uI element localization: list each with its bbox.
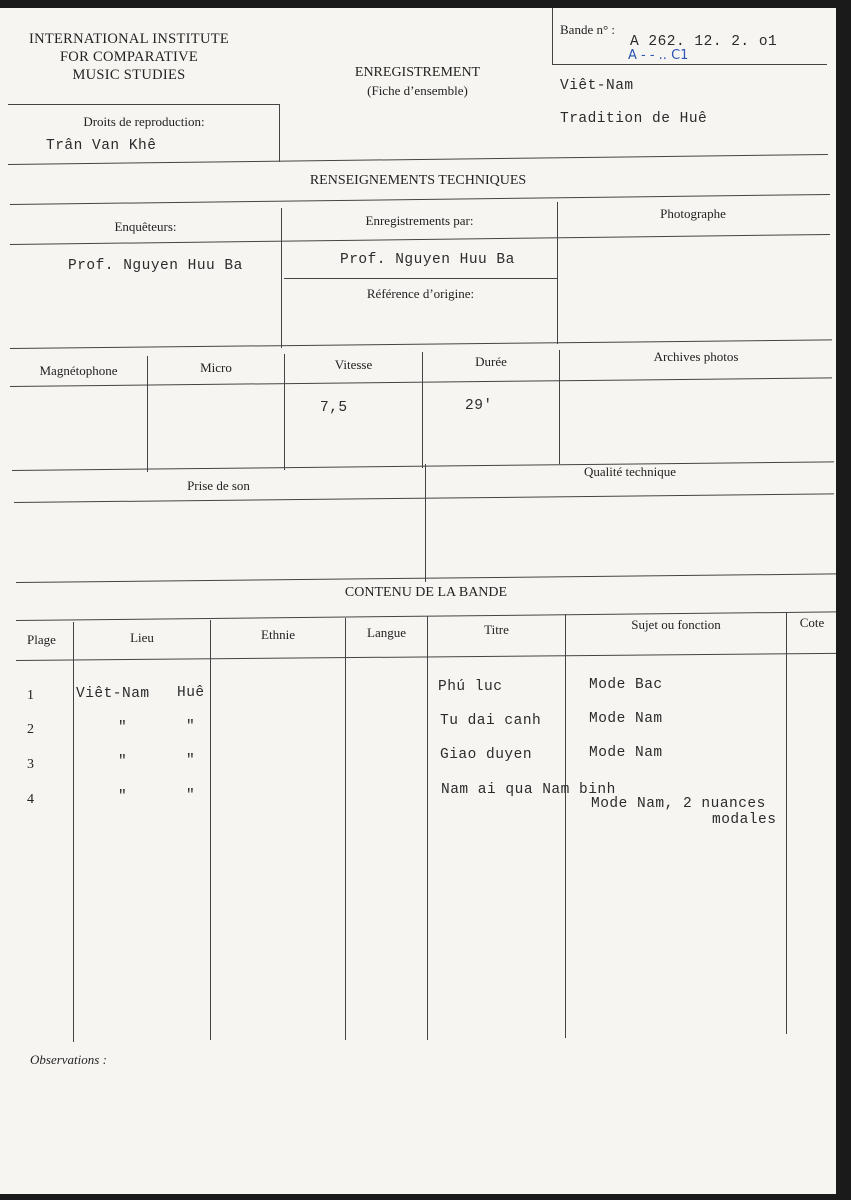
tech-middle-rule [10, 339, 832, 349]
row-3-lieu-city: " [186, 753, 196, 769]
col-header-cote: Cote [799, 615, 825, 630]
row-2-sujet: Mode Nam [589, 711, 663, 727]
row-1-lieu-city: Huê [177, 685, 205, 701]
bande-number: A 262. 12. 2. o1 [630, 34, 778, 50]
contents-col-divider-3 [345, 618, 346, 1040]
row-4-lieu-country: " [118, 789, 128, 805]
col-header-plage: Plage [27, 632, 56, 647]
col-header-lieu: Lieu [130, 630, 154, 645]
magnetophone-label: Magnétophone [39, 363, 118, 378]
header-bottom-rule [8, 154, 828, 165]
enqueteurs-value: Prof. Nguyen Huu Ba [68, 258, 243, 274]
rights-right-border [279, 104, 280, 162]
institute-name [4, 30, 254, 84]
contents-col-divider-1 [73, 622, 74, 1042]
enregistrements-value: Prof. Nguyen Huu Ba [340, 252, 515, 268]
doc-subtitle: (Fiche d’ensemble) [367, 83, 468, 98]
archive-card [0, 8, 836, 1194]
bande-box-left-border [552, 8, 553, 64]
tech-col-divider-2 [557, 202, 558, 344]
row-2-lieu-city: " [186, 719, 196, 735]
equip-col-divider-4 [559, 350, 560, 464]
enqueteurs-label: Enquêteurs: [114, 219, 177, 234]
row-1-sujet: Mode Bac [589, 677, 663, 693]
row-3-plage: 3 [27, 757, 34, 772]
row-2-lieu-country: " [118, 720, 128, 736]
prise-qualite-divider [425, 464, 426, 582]
contents-col-divider-2 [210, 620, 211, 1040]
contents-header-rule [16, 653, 836, 661]
doc-title: ENREGISTREMENT [354, 65, 481, 80]
technical-title-rule [10, 194, 830, 205]
row-3-lieu-country: " [118, 754, 128, 770]
col-header-sujet: Sujet ou fonction [631, 617, 721, 632]
qualite-technique-label: Qualité technique [583, 464, 677, 479]
rights-top-border [8, 104, 280, 105]
col-header-langue: Langue [367, 625, 406, 640]
technical-section-title: RENSEIGNEMENTS TECHNIQUES [309, 173, 527, 188]
contents-col-divider-6 [786, 612, 787, 1034]
row-2-titre: Tu dai canh [440, 713, 542, 729]
row-1-plage: 1 [27, 688, 34, 703]
archives-photos-label: Archives photos [653, 349, 739, 364]
duree-value: 29' [465, 398, 493, 414]
tech-header-rule [10, 234, 830, 245]
tradition-value: Tradition de Huê [560, 111, 708, 127]
vitesse-value: 7,5 [320, 400, 348, 416]
micro-label: Micro [200, 360, 232, 375]
row-4-sujet-continued: modales [712, 812, 777, 828]
institute-line-2: FOR COMPARATIVE [59, 49, 199, 65]
bande-handwritten-note: A - - .. C1 [628, 48, 689, 63]
contents-col-divider-5 [565, 614, 566, 1038]
col-header-ethnie: Ethnie [261, 627, 295, 642]
row-4-titre: Nam ai qua Nam binh [441, 782, 616, 798]
row-3-sujet: Mode Nam [589, 745, 663, 761]
observations-label: Observations : [30, 1052, 107, 1067]
enregistrements-label: Enregistrements par: [365, 213, 474, 228]
reference-label: Référence d’origine: [366, 286, 475, 301]
contents-section-title: CONTENU DE LA BANDE [344, 585, 508, 600]
row-4-lieu-city: " [186, 788, 196, 804]
col-header-titre: Titre [484, 622, 509, 637]
tech-col-divider-1 [281, 208, 282, 348]
reference-rule [284, 278, 557, 279]
country-value: Viêt-Nam [560, 78, 634, 94]
bande-label: Bande n° : [560, 22, 616, 37]
vitesse-label: Vitesse [334, 357, 373, 372]
prise-de-son-label: Prise de son [187, 478, 250, 493]
row-4-plage: 4 [27, 792, 34, 807]
institute-line-1: INTERNATIONAL INSTITUTE [28, 31, 230, 47]
contents-col-divider-4 [427, 616, 428, 1040]
prise-header-rule [14, 493, 834, 503]
bande-box-bottom-border [552, 64, 827, 65]
photographe-label: Photographe [660, 206, 726, 221]
row-4-sujet: Mode Nam, 2 nuances [591, 796, 766, 812]
institute-line-3: MUSIC STUDIES [72, 67, 186, 83]
document-title [330, 64, 505, 100]
row-1-lieu-country: Viêt-Nam [76, 686, 150, 702]
row-3-titre: Giao duyen [440, 747, 533, 763]
duree-label: Durée [475, 354, 507, 369]
rights-label: Droits de reproduction: [83, 114, 205, 129]
row-1-titre: Phú luc [438, 679, 503, 695]
rights-value: Trân Van Khê [46, 138, 157, 154]
row-2-plage: 2 [27, 722, 34, 737]
